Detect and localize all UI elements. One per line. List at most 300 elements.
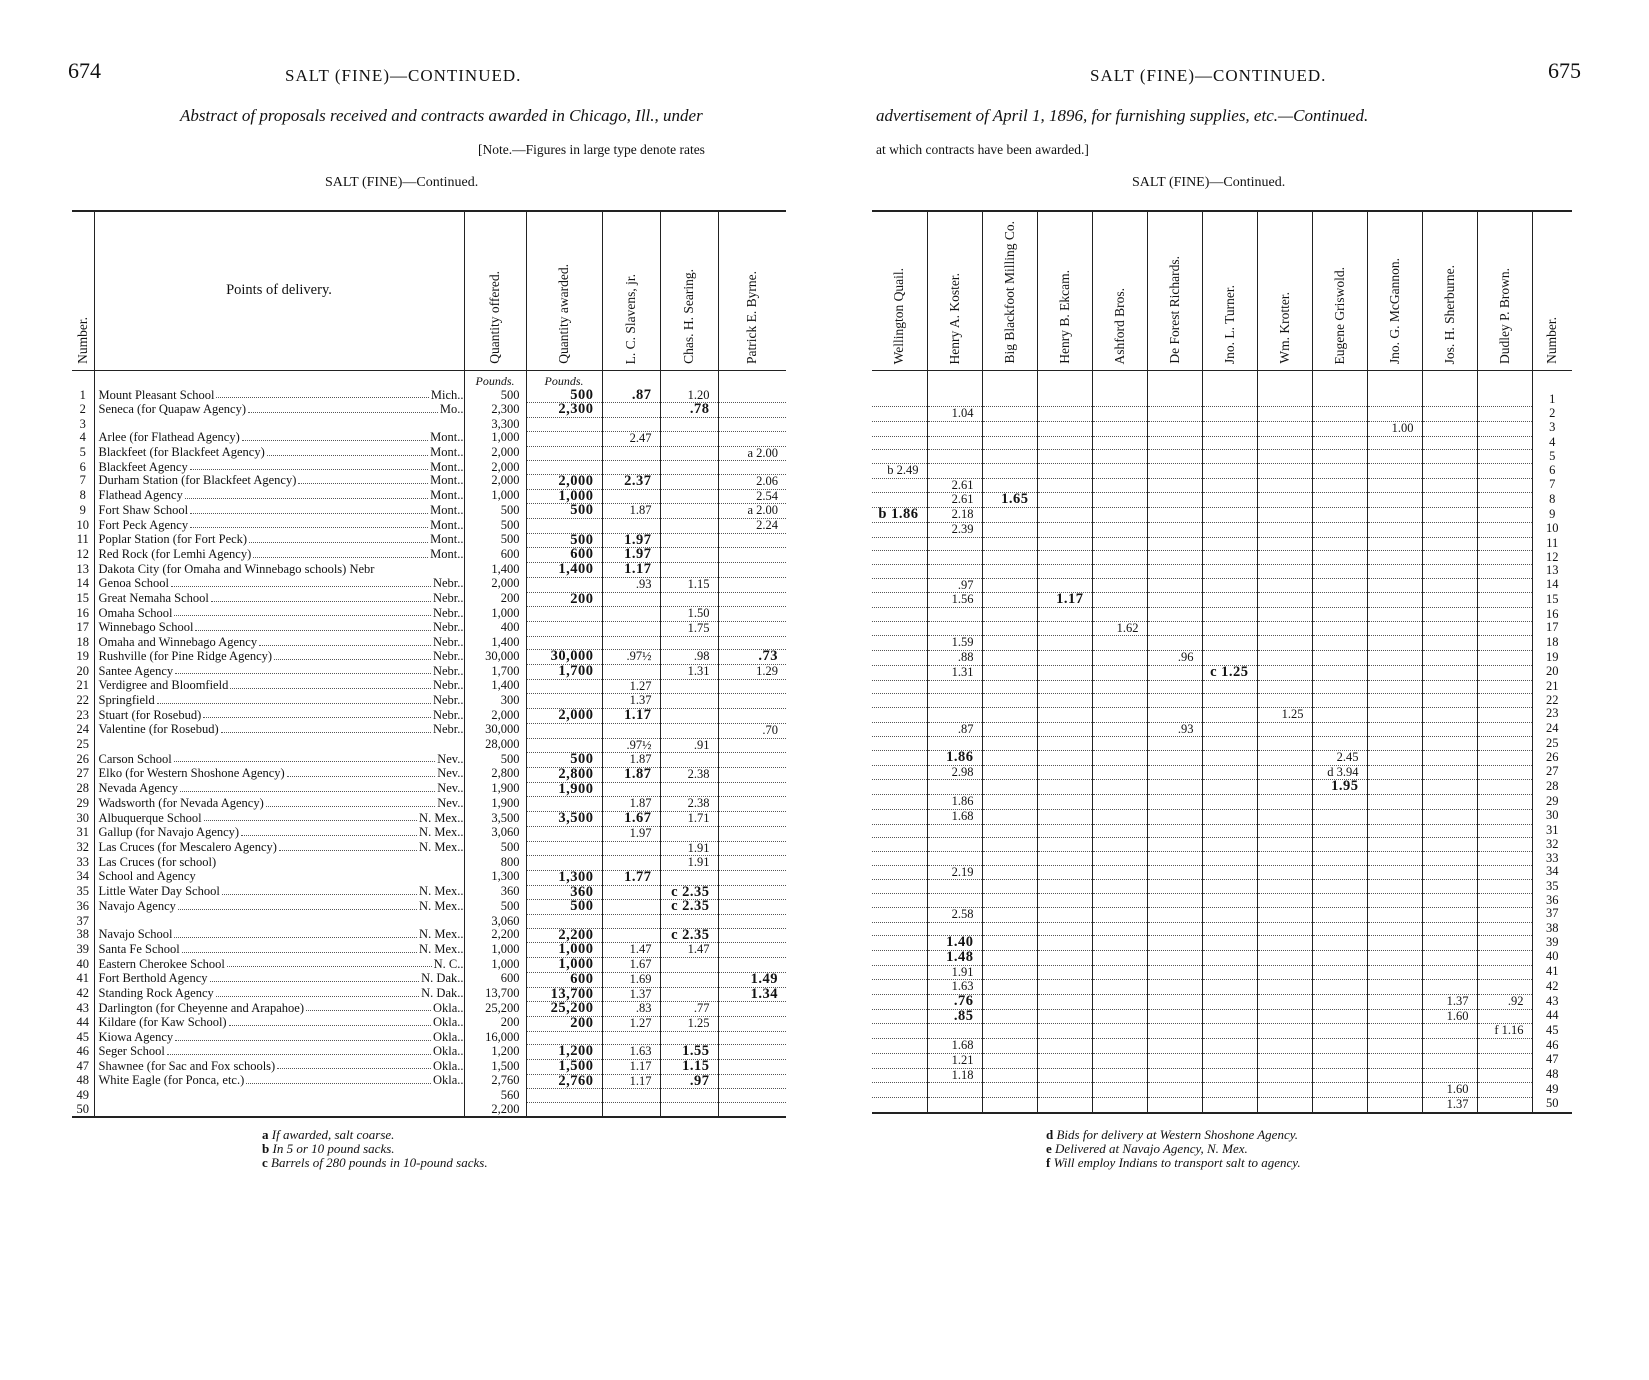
bid-price (982, 621, 1037, 636)
bid-price (1037, 522, 1092, 537)
bid-price (1037, 464, 1092, 479)
row-number: 18 (76, 635, 89, 650)
bid-price (602, 928, 660, 943)
bid-price (1257, 1083, 1312, 1098)
bid-price (1477, 865, 1532, 880)
quantity-offered: 500 (464, 753, 526, 768)
bid-price (1147, 621, 1202, 636)
bid-price (1422, 737, 1477, 751)
table-row (72, 900, 786, 915)
bid-price (1367, 809, 1422, 824)
bid-price (1202, 1039, 1257, 1054)
header-bidder: Dudley P. Brown. (1477, 211, 1532, 371)
footnote-mark: a (262, 1127, 269, 1142)
bid-price (1147, 838, 1202, 852)
bid-price (982, 852, 1037, 866)
bid-price (1312, 522, 1367, 537)
table-row (72, 841, 786, 856)
bid-price (1257, 407, 1312, 422)
bid-price (602, 900, 660, 915)
bid-price (1202, 852, 1257, 866)
place-name: Carson School (98, 752, 172, 766)
bid-price (1367, 907, 1422, 922)
bid-price (1367, 795, 1422, 810)
bid-price (1477, 965, 1532, 980)
bid-price (1037, 795, 1092, 810)
bid-price: .70 (718, 723, 786, 738)
table-row (72, 753, 786, 768)
right-subtitle: advertisement of April 1, 1896, for furnishing supplies, etc.—Continued. (876, 106, 1369, 125)
table-row (872, 1039, 1572, 1054)
table-row (872, 508, 1572, 523)
bid-price (718, 797, 786, 812)
row-number: 14 (1532, 578, 1572, 593)
row-number: 23 (1532, 707, 1572, 722)
bid-price (982, 707, 1037, 722)
bid-price (1312, 665, 1367, 680)
left-footnotes (262, 1128, 488, 1170)
table-row (72, 418, 786, 432)
bid-price (660, 987, 718, 1002)
quantity-offered: 30,000 (464, 723, 526, 738)
bid-price (602, 446, 660, 461)
bid-price (1257, 1024, 1312, 1039)
bid-price: a 2.00 (718, 504, 786, 519)
bid-price (1422, 680, 1477, 694)
quantity-awarded: 500 (526, 533, 602, 548)
bid-price (1422, 865, 1477, 880)
blank-cell (1037, 371, 1092, 394)
bid-price (1202, 393, 1257, 407)
row-number: 11 (76, 532, 89, 547)
row-number: 22 (76, 692, 89, 707)
bid-price: 2.18 (927, 508, 982, 523)
point-of-delivery (94, 519, 464, 534)
bid-price (1422, 1068, 1477, 1083)
bid-price (1422, 651, 1477, 666)
place-name: Blackfeet Agency (98, 460, 188, 474)
quantity-offered: 600 (464, 548, 526, 563)
bid-price: 2.38 (660, 797, 718, 812)
bid-price: 1.34 (718, 987, 786, 1002)
quantity-awarded: 1,000 (526, 489, 602, 504)
bid-price: 1.91 (660, 841, 718, 856)
place-name: Fort Peck Agency (98, 518, 189, 532)
bid-price (602, 607, 660, 622)
bid-price (1257, 780, 1312, 795)
bid-price (1367, 636, 1422, 651)
row-number: 1 (79, 387, 86, 402)
bid-price (872, 1083, 927, 1098)
footnote-text: Barrels of 280 pounds in 10-pound sacks. (271, 1155, 488, 1170)
bid-price (1147, 1068, 1202, 1083)
row-number: 34 (1532, 865, 1572, 880)
row-number: 25 (76, 737, 89, 752)
bid-price (1367, 1039, 1422, 1054)
place-name: Genoa School (98, 577, 169, 591)
bid-price: 1.17 (602, 563, 660, 578)
place-name: Springfield (98, 693, 155, 707)
place-name: Stuart (for Rosebud) (98, 708, 202, 722)
bid-price: 1.65 (982, 493, 1037, 508)
bid-price (1477, 880, 1532, 894)
bid-price (1422, 922, 1477, 936)
bid-price (1312, 950, 1367, 965)
bid-price (1367, 995, 1422, 1010)
bid-price (1092, 537, 1147, 551)
bid-price (1312, 551, 1367, 565)
bid-price (872, 936, 927, 951)
point-of-delivery (94, 856, 464, 871)
quantity-offered: 3,060 (464, 915, 526, 929)
place-name: Las Cruces (for school) (98, 855, 217, 869)
quantity-awarded: 360 (526, 885, 602, 900)
bid-price (718, 694, 786, 709)
bid-price (718, 841, 786, 856)
row-number: 22 (1532, 694, 1572, 708)
bid-price (927, 1024, 982, 1039)
bid-price (1202, 1009, 1257, 1024)
quantity-offered: 3,300 (464, 418, 526, 432)
quantity-awarded: 1,200 (526, 1045, 602, 1060)
bid-price (1147, 508, 1202, 523)
right-running-head: SALT (FINE)—CONTINUED. (1090, 66, 1327, 85)
bid-price (1312, 980, 1367, 995)
bid-price (1422, 894, 1477, 908)
state-abbrev: Nebr.. (432, 664, 464, 678)
bid-price (1422, 950, 1477, 965)
bid-price (1477, 922, 1532, 936)
footnote-mark: b (262, 1141, 270, 1156)
bid-price (1037, 665, 1092, 680)
place-name: Flathead Agency (98, 489, 183, 503)
bid-price (718, 1045, 786, 1060)
bid-price (872, 780, 927, 795)
bid-price (1092, 707, 1147, 722)
table-row (872, 824, 1572, 838)
point-of-delivery (94, 1045, 464, 1060)
bid-price (927, 421, 982, 436)
place-name: White Eagle (for Ponca, etc.) (98, 1074, 245, 1088)
bid-price (602, 1089, 660, 1103)
row-number: 4 (1532, 436, 1572, 450)
bid-price (982, 1068, 1037, 1083)
row-number: 17 (1532, 621, 1572, 636)
bid-price (1147, 421, 1202, 436)
table-row (72, 1002, 786, 1017)
bid-price (718, 563, 786, 578)
bid-price: 1.31 (660, 665, 718, 680)
bid-price (927, 464, 982, 479)
bid-price (1202, 907, 1257, 922)
bid-price (1257, 421, 1312, 436)
bid-price (1202, 680, 1257, 694)
bid-price (927, 1083, 982, 1098)
table-row (872, 421, 1572, 436)
place-name: Arlee (for Flathead Agency) (98, 431, 240, 445)
blank-cell (602, 371, 660, 389)
bid-price (1147, 824, 1202, 838)
bid-price: 1.68 (927, 1039, 982, 1054)
point-of-delivery (94, 650, 464, 665)
table-row (72, 797, 786, 812)
row-number: 46 (1532, 1039, 1572, 1054)
row-number: 25 (1532, 737, 1572, 751)
bid-price (1147, 737, 1202, 751)
state-abbrev: Nebr.. (432, 592, 464, 606)
bid-price (1257, 751, 1312, 766)
bid-price (1477, 1053, 1532, 1068)
bid-price: 2.54 (718, 489, 786, 504)
bid-price (927, 707, 982, 722)
bid-price (1202, 407, 1257, 422)
bid-price (872, 665, 927, 680)
bid-price (1367, 522, 1422, 537)
bid-price: 1.15 (660, 577, 718, 592)
state-abbrev: N. Dak.. (421, 987, 464, 1001)
state-abbrev: Nebr.. (432, 708, 464, 722)
place-name: Rushville (for Pine Ridge Agency) (98, 649, 273, 663)
bid-price: 1.86 (927, 795, 982, 810)
bid-price (1147, 1024, 1202, 1039)
point-of-delivery (94, 812, 464, 827)
state-abbrev: Nebr.. (432, 679, 464, 693)
blank-cell (660, 371, 718, 389)
bid-price (1147, 922, 1202, 936)
quantity-awarded: 1,000 (526, 943, 602, 958)
place-name: Fort Shaw School (98, 503, 189, 517)
bid-price (872, 737, 927, 751)
table-row (72, 504, 786, 519)
bid-price (1257, 936, 1312, 951)
bid-price (1202, 950, 1257, 965)
bid-price: 1.17 (602, 709, 660, 724)
point-of-delivery (94, 797, 464, 812)
table-row (872, 551, 1572, 565)
bid-price (1477, 436, 1532, 450)
blank-cell (1312, 371, 1367, 394)
row-number: 42 (1532, 980, 1572, 995)
bid-price (1312, 694, 1367, 708)
bid-price (660, 694, 718, 709)
bid-price (1422, 694, 1477, 708)
bid-price (1147, 436, 1202, 450)
row-number: 5 (79, 445, 86, 460)
quantity-offered: 2,200 (464, 1103, 526, 1118)
bid-price: 2.61 (927, 493, 982, 508)
bid-price (1312, 795, 1367, 810)
bid-price (1367, 824, 1422, 838)
bid-price (1422, 551, 1477, 565)
bid-price (1037, 780, 1092, 795)
table-row (72, 767, 786, 782)
bid-price (1037, 608, 1092, 622)
bid-price (660, 826, 718, 841)
row-number: 46 (76, 1043, 89, 1058)
quantity-offered: 360 (464, 885, 526, 900)
table-row (872, 537, 1572, 551)
bid-price (927, 824, 982, 838)
bid-price (660, 418, 718, 432)
bid-price (982, 894, 1037, 908)
bid-price: 2.24 (718, 519, 786, 534)
bid-price: 2.58 (927, 907, 982, 922)
bid-price (1202, 809, 1257, 824)
bid-price (1477, 393, 1532, 407)
bid-price (1477, 707, 1532, 722)
bid-price (927, 450, 982, 464)
bid-price (1257, 922, 1312, 936)
point-of-delivery (94, 694, 464, 709)
spacer-row (872, 371, 1572, 394)
bid-price: 2.38 (660, 767, 718, 782)
place-name: Kiowa Agency (98, 1031, 174, 1045)
bid-price (1147, 522, 1202, 537)
bid-price (718, 915, 786, 929)
point-of-delivery (94, 782, 464, 797)
bid-price (718, 621, 786, 636)
bid-price: 2.39 (927, 522, 982, 537)
bid-price (1147, 1083, 1202, 1098)
point-of-delivery (94, 826, 464, 841)
row-number: 50 (1532, 1097, 1572, 1112)
blank-cell (982, 371, 1037, 394)
bid-price (1367, 694, 1422, 708)
bid-price (927, 680, 982, 694)
quantity-offered: 1,000 (464, 958, 526, 973)
bid-price (1422, 780, 1477, 795)
right-footnotes (1046, 1128, 1301, 1170)
bid-price (1147, 707, 1202, 722)
blank-cell (1367, 371, 1422, 394)
place-name: Seneca (for Quapaw Agency) (98, 402, 247, 416)
footnote-mark: e (1046, 1141, 1052, 1156)
bid-price (1257, 522, 1312, 537)
point-of-delivery (94, 1074, 464, 1089)
bid-price (872, 707, 927, 722)
bid-price (1312, 680, 1367, 694)
quantity-awarded: 1,900 (526, 782, 602, 797)
bid-price (1037, 508, 1092, 523)
bid-price (982, 865, 1037, 880)
bid-price (602, 489, 660, 504)
table-row (872, 965, 1572, 980)
bid-price (927, 608, 982, 622)
bid-price (1477, 894, 1532, 908)
bid-price (1312, 493, 1367, 508)
point-of-delivery (94, 885, 464, 900)
quantity-awarded: 1,000 (526, 958, 602, 973)
bid-price (1037, 621, 1092, 636)
bid-price: .87 (602, 389, 660, 403)
point-of-delivery (94, 1089, 464, 1103)
bid-price (1147, 478, 1202, 493)
bid-price (602, 885, 660, 900)
bid-price (1422, 537, 1477, 551)
bid-price (1312, 1039, 1367, 1054)
bid-price (718, 418, 786, 432)
state-abbrev: Nebr.. (432, 693, 464, 707)
bid-price (982, 393, 1037, 407)
row-number: 12 (76, 546, 89, 561)
bid-price (927, 564, 982, 578)
bid-price: 1.18 (927, 1068, 982, 1083)
table-row (72, 607, 786, 622)
point-of-delivery (94, 533, 464, 548)
quantity-offered: 200 (464, 592, 526, 607)
table-row (72, 389, 786, 403)
bid-price (1312, 608, 1367, 622)
bid-price (1147, 894, 1202, 908)
bid-price (1312, 965, 1367, 980)
bid-price (982, 651, 1037, 666)
bid-price (1147, 493, 1202, 508)
bid-price (1037, 1053, 1092, 1068)
bid-price (602, 1103, 660, 1118)
quantity-offered: 500 (464, 841, 526, 856)
bid-price (1037, 694, 1092, 708)
bid-price (1367, 407, 1422, 422)
bid-price (1422, 980, 1477, 995)
bid-price (1147, 680, 1202, 694)
blank-cell (1422, 371, 1477, 394)
bid-price (1367, 722, 1422, 737)
bid-price (1312, 1097, 1367, 1112)
row-number: 47 (1532, 1053, 1572, 1068)
header-number: Number. (1532, 211, 1572, 371)
table-row (72, 446, 786, 461)
bid-price (718, 679, 786, 694)
row-number: 29 (76, 795, 89, 810)
bid-price (1037, 1083, 1092, 1098)
bid-price (1422, 393, 1477, 407)
bid-price (1422, 508, 1477, 523)
bid-price: .92 (1477, 995, 1532, 1010)
row-number: 7 (79, 473, 86, 488)
bid-price (1202, 838, 1257, 852)
blank-cell (718, 371, 786, 389)
bid-price (660, 563, 718, 578)
bid-price (872, 838, 927, 852)
bid-price (982, 838, 1037, 852)
bid-price (1312, 537, 1367, 551)
quantity-awarded: 13,700 (526, 987, 602, 1002)
row-number: 30 (76, 810, 89, 825)
bid-price (1422, 578, 1477, 593)
place-name: Valentine (for Rosebud) (98, 723, 219, 737)
row-number: 50 (76, 1101, 89, 1116)
bid-price: 1.60 (1422, 1083, 1477, 1098)
table-row (72, 650, 786, 665)
bid-price (1147, 450, 1202, 464)
bid-price (1202, 450, 1257, 464)
bid-price (1092, 464, 1147, 479)
bid-price (1477, 1097, 1532, 1112)
bid-price: 1.86 (927, 751, 982, 766)
bid-price (872, 651, 927, 666)
bid-price (1367, 621, 1422, 636)
quantity-awarded: 500 (526, 900, 602, 915)
row-number: 8 (79, 488, 86, 503)
row-number: 10 (1532, 522, 1572, 537)
point-of-delivery (94, 738, 464, 753)
point-of-delivery (94, 607, 464, 622)
row-number: 24 (1532, 722, 1572, 737)
place-name: Winnebago School (98, 621, 194, 635)
bid-price (1422, 621, 1477, 636)
quantity-offered: 1,500 (464, 1060, 526, 1075)
bid-price (1477, 694, 1532, 708)
